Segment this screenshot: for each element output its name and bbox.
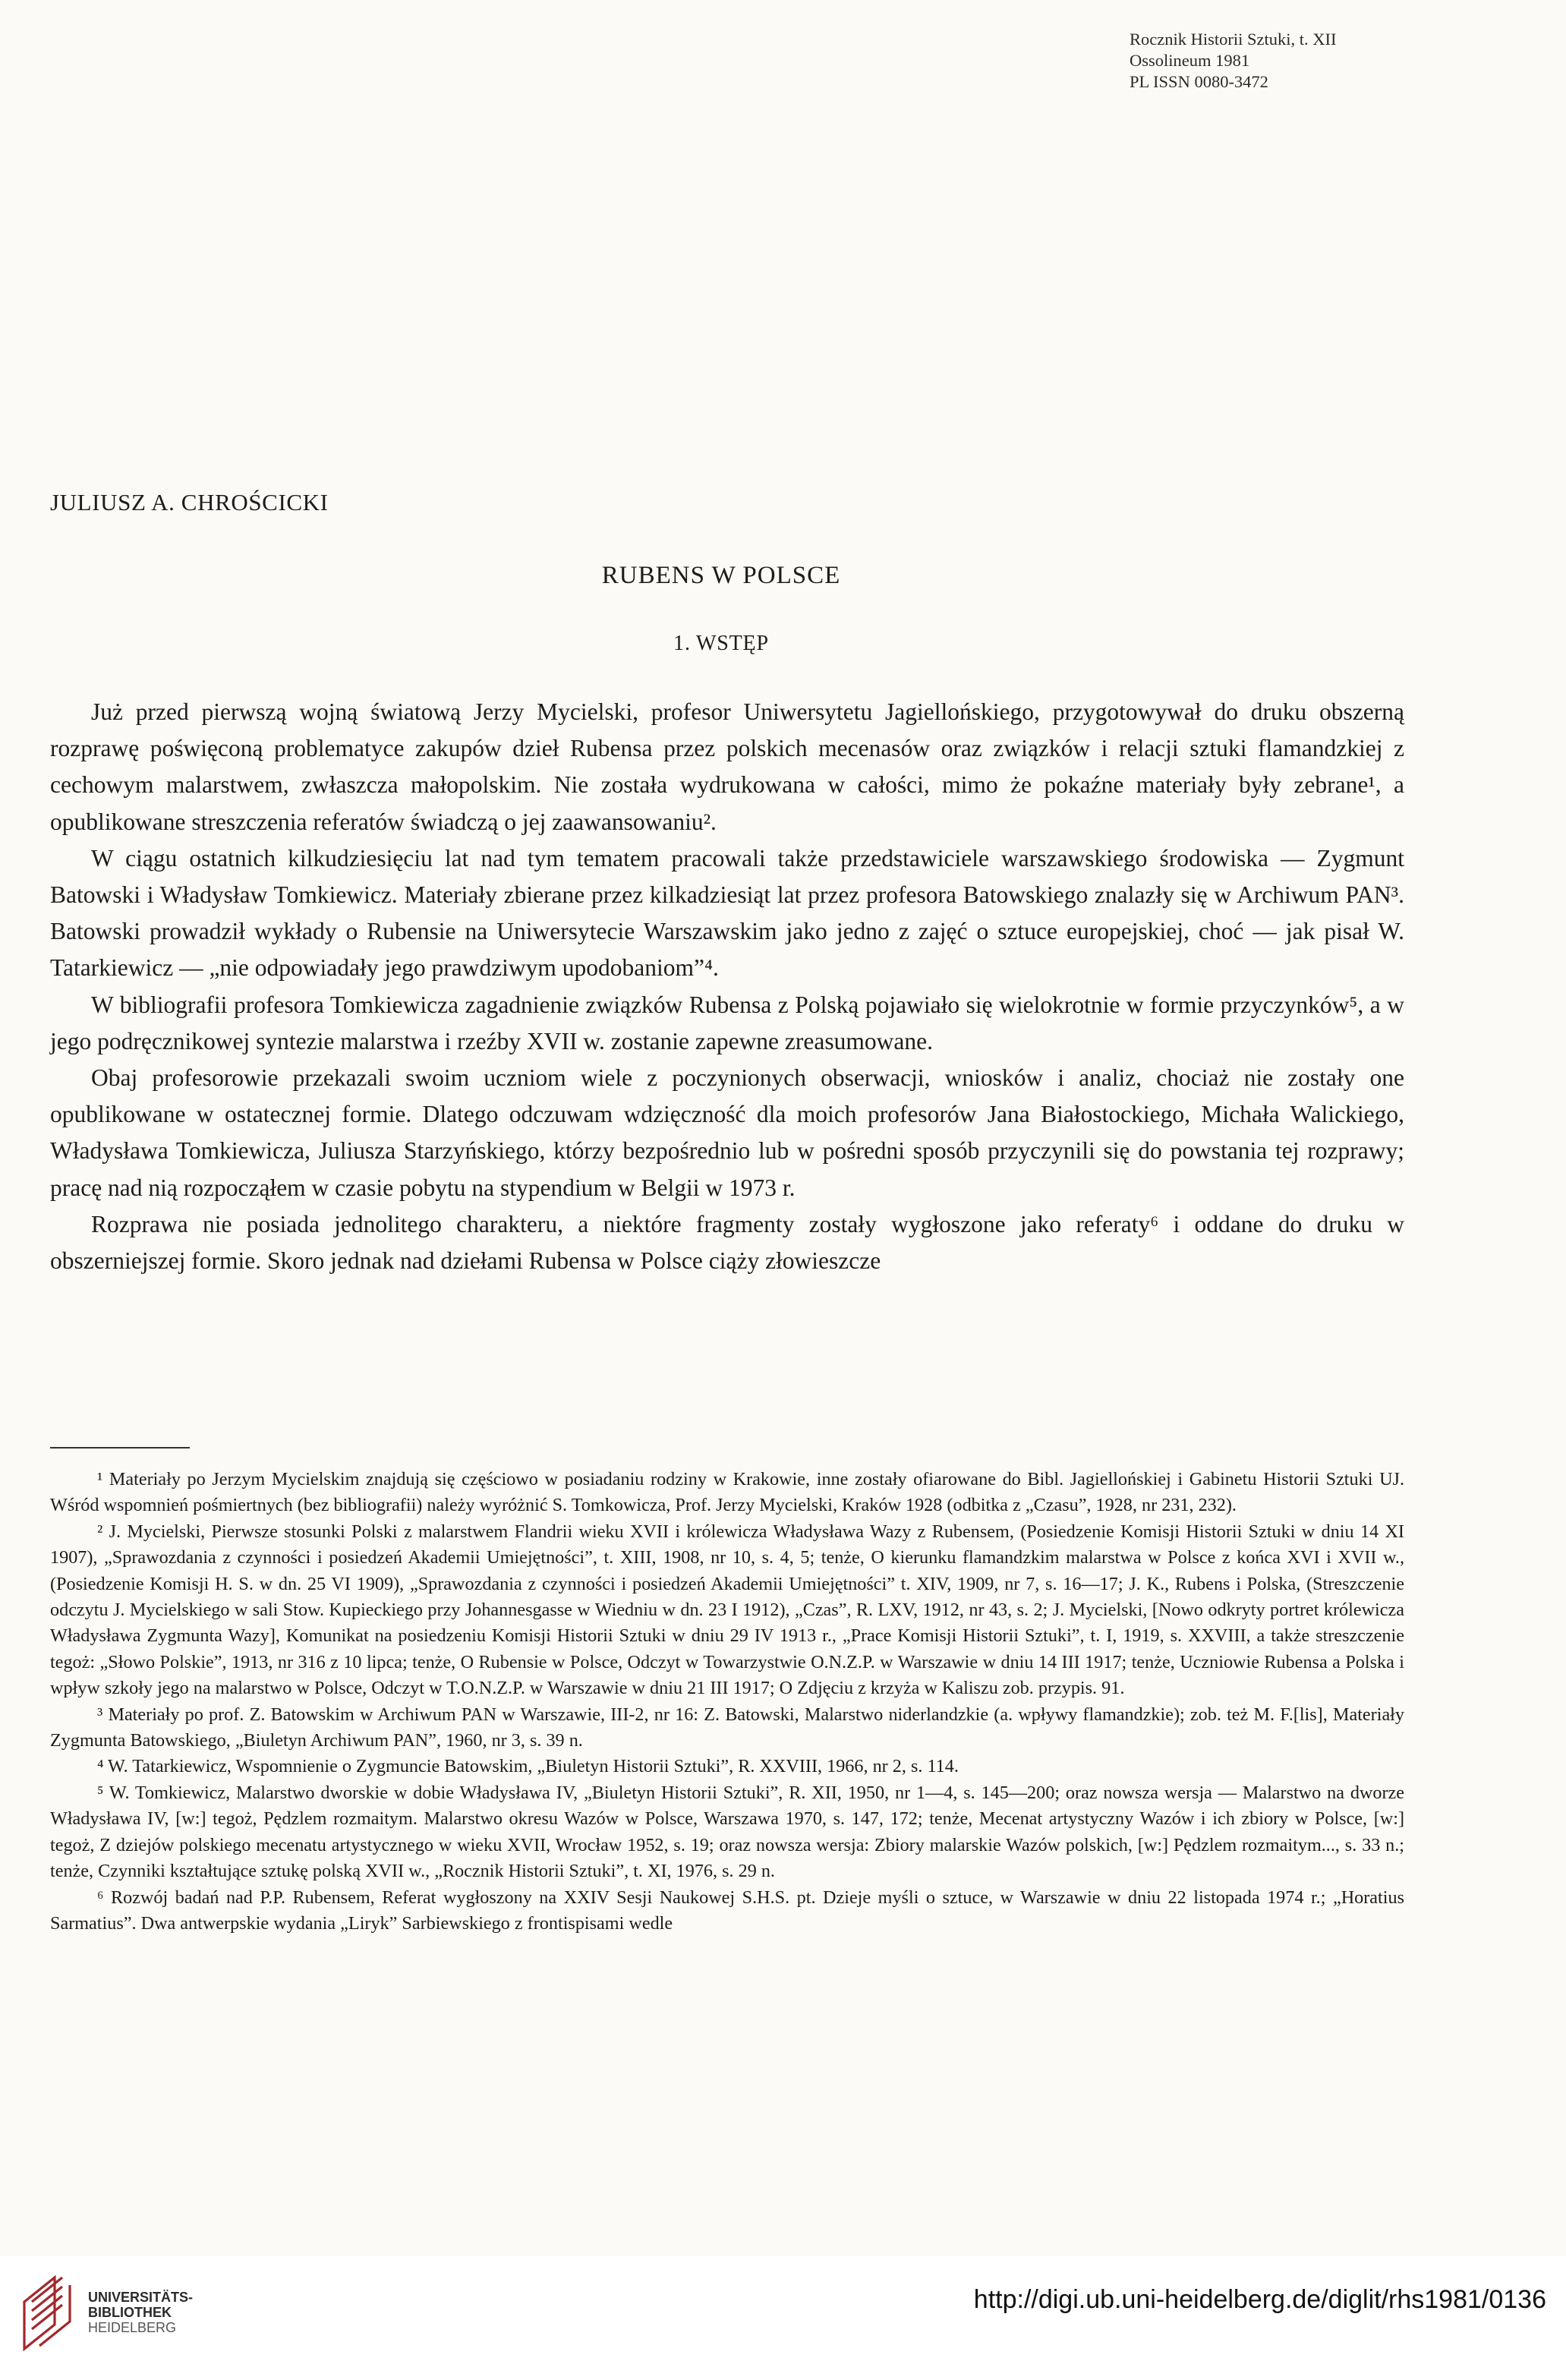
body-paragraph: W ciągu ostatnich kilkudziesięciu lat nad tym tematem pracowali także przedstawiciele warszawskiego środowiska — Zygmunt Batowski i Władysław Tomkiewicz. Materiały zbierane przez kilkadziesiąt lat przez profesora Batowskiego znalazły się w Archiwum PAN³. Batowski prowadził wykłady o Rubensie na Uniwersytecie Warszawskim jako jedno z zajęć o sztuce europejskiej, choć — jak pisał W. Tatarkiewicz — „nie odpowiadały jego prawdziwym upodobaniom”⁴. bbox=[50, 844, 1404, 982]
article-title: RUBENS W POLSCE bbox=[601, 562, 841, 589]
footnote: ² J. Mycielski, Pierwsze stosunki Polski z malarstwem Flandrii wieku XVII i królewicza Władysława Wazy z Rubensem, (Posiedzenie Komisji Historii Sztuki w dniu 14 XI 1907), „Sprawozdania z czynności i posiedzeń Akademii Umiejętności”, t. XIII, 1908, nr 10, s. 4, 5; tenże, O kierunku flamandzkim malarstwa w Polsce z końca XVI i XVII w., (Posiedzenie Komisji H. S. w dn. 25 VI 1909), „Sprawozdania z czynności i posiedzeń Akademii Umiejętności” t. XIV, 1909, nr 7, s. 16—17; J. K., Rubens i Polska, (Streszczenie odczytu J. Mycielskiego w sali Stow. Kupieckiego przy Johannesgasse w Wiedniu w dn. 23 I 1912), „Czas”, R. LXV, 1912, nr 43, s. 2; J. Mycielski, [Nowo odkryty portret królewicza Władysława Zygmunta Wazy], Komunikat na posiedzeniu Komisji Historii Sztuki w dniu 29 IV 1913 r., „Prace Komisji Historii Sztuki”, t. I, 1919, s. XXVIII, a także streszczenie tegoż: „Słowo Polskie”, 1913, nr 316 z 10 lipca; tenże, O Rubensie w Polsce, Odczyt w Towarzystwie O.N.Z.P. w Warszawie w dniu 14 III 1917; tenże, Uczniowie Rubensa a Polska i wpływ szkoły jego na malarstwo w Polsce, Odczyt w T.O.N.Z.P. w Warszawie w dniu 21 III 1917; O Zdjęciu z krzyża w Kaliszu zob. przypis. 91. bbox=[50, 1521, 1404, 1699]
author-name: JULIUSZ A. CHROŚCICKI bbox=[50, 489, 329, 515]
body-paragraph: W bibliografii profesora Tomkiewicza zagadnienie związków Rubensa z Polską pojawiało się wielokrotnie w formie przyczynków⁵, a w jego podręcznikowej syntezie malarstwa i rzeźby XVII w. zostanie zapewne zreasumowane. bbox=[50, 991, 1404, 1054]
footnote: ⁵ W. Tomkiewicz, Malarstwo dworskie w dobie Władysława IV, „Biuletyn Historii Sztuki”, R. XII, 1950, nr 1—4, s. 145—200; oraz nowsza wersja — Malarstwo na dworze Władysława IV, [w:] tegoż, Pędzlem rozmaitym. Malarstwo okresu Wazów w Polsce, Warszawa 1970, s. 147, 172; tenże, Mecenat artystyczny Wazów i ich zbiory w Polsce, [w:] tegoż, Z dziejów polskiego mecenatu artystycznego w wieku XVII, Wrocław 1952, s. 19; oraz nowsza wersja: Zbiory malarskie Wazów polskich, [w:] Pędzlem rozmaitym..., s. 33 n.; tenże, Czynniki kształtujące sztukę polską XVII w., „Rocznik Historii Sztuki”, t. XI, 1976, s. 29 n. bbox=[50, 1782, 1404, 1882]
footnotes bbox=[50, 1467, 1404, 1937]
issn-line: PL ISSN 0080-3472 bbox=[1130, 72, 1268, 91]
library-name-line: HEIDELBERG bbox=[88, 2320, 177, 2335]
footnote: ⁴ W. Tatarkiewicz, Wspomnienie o Zygmuncie Batowskim, „Biuletyn Historii Sztuki”, R. XXVIII, 1966, nr 2, s. 114. bbox=[97, 1756, 959, 1777]
source-url-link[interactable]: http://digi.ub.uni-heidelberg.de/diglit/rhs1981/0136 bbox=[973, 2285, 1546, 2314]
section-heading: 1. WSTĘP bbox=[673, 632, 769, 655]
journal-header bbox=[1130, 29, 1336, 93]
library-name bbox=[88, 2290, 193, 2335]
library-name-line: BIBLIOTHEK bbox=[88, 2305, 172, 2320]
body-paragraph: Obaj profesorowie przekazali swoim uczniom wiele z poczynionych obserwacji, wniosków i analiz, chociaż nie zostały one opublikowane w ostatecznej formie. Dlatego odczuwam wdzięczność dla moich profesorów Jana Białostockiego, Michała Walickiego, Władysława Tomkiewicza, Juliusza Starzyńskiego, którzy bezpośrednio lub w pośredni sposób przyczynili się do powstania tej rozprawy; pracę nad nią rozpocząłem w czasie pobytu na stypendium w Belgii w 1973 r. bbox=[50, 1064, 1404, 1201]
footnote: ⁶ Rozwój badań nad P.P. Rubensem, Referat wygłoszony na XXIV Sesji Naukowej S.H.S. pt. Dzieje myśli o sztuce, w Warszawie w dniu 22 listopada 1974 r.; „Horatius Sarmatius”. Dwa antwerpskie wydania „Liryk” Sarbiewskiego z frontispisami wedle bbox=[50, 1887, 1404, 1934]
body-paragraph: Rozprawa nie posiada jednolitego charakteru, a niektóre fragmenty zostały wygłoszone jako referaty⁶ i oddane do druku w obszerniejszej formie. Skoro jednak nad dziełami Rubensa w Polsce ciąży złowieszcze bbox=[50, 1210, 1404, 1275]
body-text bbox=[50, 694, 1404, 1279]
footnote: ³ Materiały po prof. Z. Batowskim w Archiwum PAN w Warszawie, III-2, nr 16: Z. Batowski, Malarstwo niderlandzkie (a. wpływy flamandzkie); zob. też M. F.[lis], Materiały Zygmunta Batowskiego, „Biuletyn Archiwum PAN”, 1960, nr 3, s. 39 n. bbox=[50, 1704, 1404, 1751]
digitization-footer bbox=[0, 2256, 1566, 2380]
heidelberg-library-logo-icon bbox=[18, 2271, 76, 2355]
journal-title-line: Rocznik Historii Sztuki, t. XII bbox=[1130, 30, 1337, 49]
library-name-line: UNIVERSITÄTS- bbox=[88, 2290, 194, 2305]
publisher-line: Ossolineum 1981 bbox=[1130, 51, 1250, 70]
footnote: ¹ Materiały po Jerzym Mycielskim znajdują się częściowo w posiadaniu rodziny w Krakowie, inne zostały ofiarowane do Bibl. Jagiellońskiej i Gabinetu Historii Sztuki UJ. Wśród wspomnień pośmiertnych (bez bibliografii) należy wyróżnić S. Tomkowicza, Prof. Jerzy Mycielski, Kraków 1928 (odbitka z „Czasu”, 1928, nr 231, 232). bbox=[50, 1469, 1404, 1516]
body-paragraph: Już przed pierwszą wojną światową Jerzy Mycielski, profesor Uniwersytetu Jagiellońskiego, przygotowywał do druku obszerną rozprawę poświęconą problematyce zakupów dzieł Rubensa przez polskich mecenasów oraz związków i relacji sztuki flamandzkiej z cechowym malarstwem, zwłaszcza małopolskim. Nie została wydrukowana w całości, mimo że pokaźne materiały były zebrane¹, a opublikowane streszczenia referatów świadczą o jej zaawansowaniu². bbox=[50, 698, 1404, 835]
footnote-divider bbox=[50, 1447, 190, 1448]
